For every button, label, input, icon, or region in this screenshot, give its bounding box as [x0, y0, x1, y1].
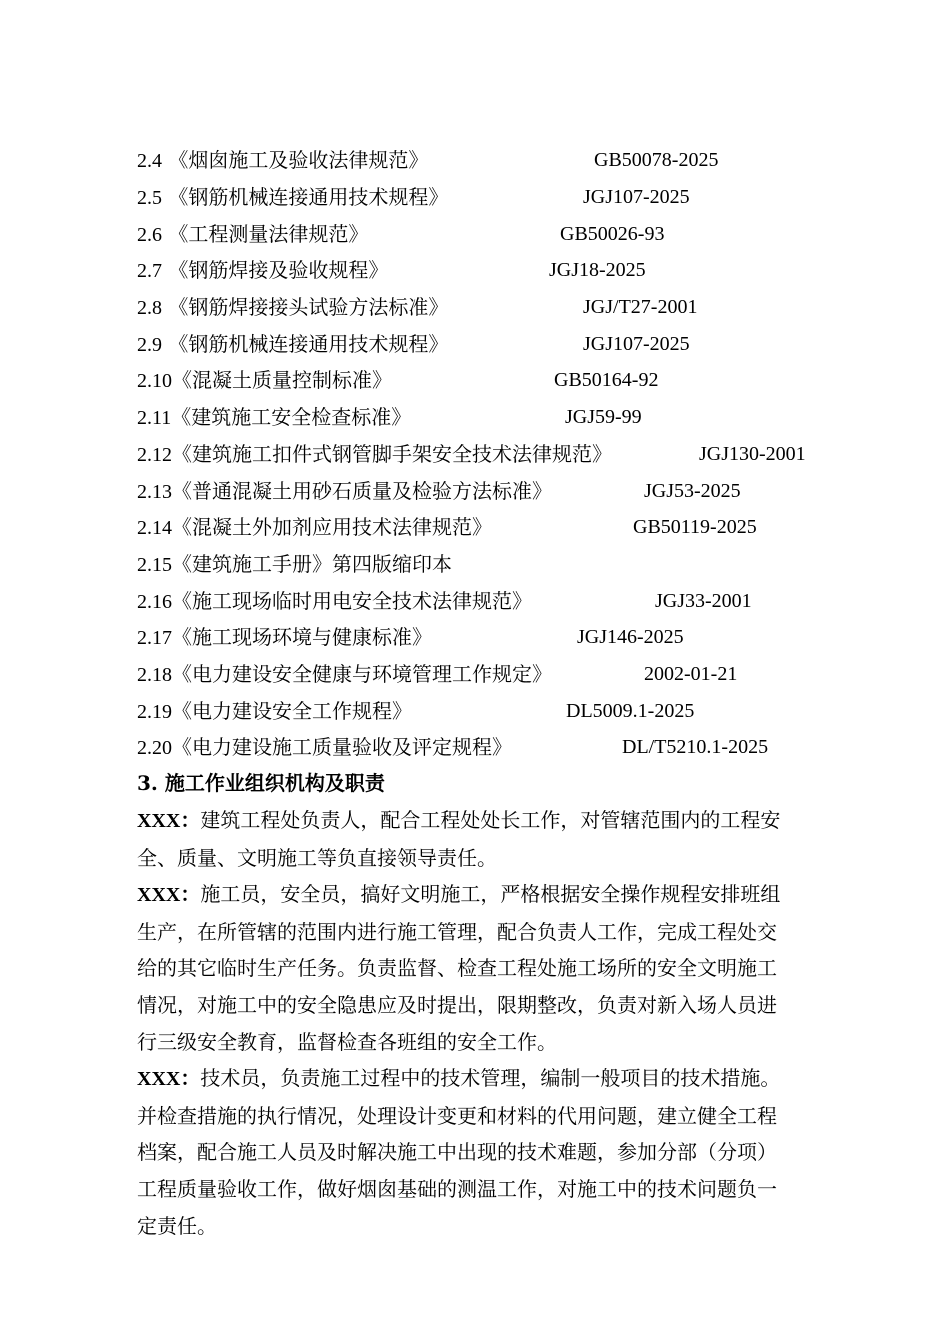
reference-title: 《电力建设施工质量验收及评定规程》: [172, 735, 512, 759]
paragraph-text: 建筑工程处负责人，配合工程处处长工作，对管辖范围内的工程安: [200, 808, 781, 832]
reference-code: JGJ107-2025: [583, 186, 690, 208]
reference-number: 2.4: [137, 150, 162, 172]
reference-code: GB50026-93: [560, 223, 665, 245]
reference-code: GB50164-92: [554, 369, 659, 391]
paragraph-text: 工程质量验收工作，做好烟囱基础的测温工作，对施工中的技术问题负一: [137, 1177, 777, 1202]
reference-title: 《施工现场临时用电安全技术法律规范》: [172, 589, 532, 613]
reference-title: 《建筑施工安全检查标准》: [171, 405, 412, 429]
reference-number: 2.10: [137, 370, 172, 392]
reference-code: DL5009.1-2025: [566, 700, 695, 722]
person-label: XXX：: [137, 884, 201, 906]
reference-number: 2.20: [137, 737, 172, 759]
reference-code: JGJ53-2025: [644, 480, 741, 502]
responsibility-paragraph: [137, 802, 861, 876]
reference-code: JGJ146-2025: [577, 626, 684, 648]
reference-title: 《电力建设安全工作规程》: [172, 699, 412, 723]
paragraph-text: 定责任。: [137, 1213, 217, 1238]
reference-code: GB50078-2025: [594, 149, 719, 171]
reference-code: 2002-01-21: [644, 663, 738, 685]
reference-code: JGJ130-2001: [699, 443, 806, 465]
paragraph-text: 档案，配合施工人员及时解决施工中出现的技术难题，参加分部（分项）: [137, 1140, 777, 1165]
reference-title: 《钢筋焊接及验收规程》: [168, 258, 389, 282]
paragraph-text: 行三级安全教育，监督检查各班组的安全工作。: [137, 1029, 557, 1054]
reference-number: 2.8: [137, 297, 162, 319]
reference-title: 《混凝土质量控制标准》: [172, 368, 392, 392]
reference-title: 《工程测量法律规范》: [168, 222, 369, 246]
reference-title: 《施工现场环境与健康标准》: [172, 625, 432, 649]
paragraph-text: 技术员，负责施工过程中的技术管理，编制一般项目的技术措施。: [200, 1066, 781, 1090]
person-label: XXX：: [137, 810, 201, 832]
reference-number: 2.11: [137, 407, 172, 429]
reference-number: 2.9: [137, 334, 162, 356]
paragraph-text: 并检查措施的执行情况，处理设计变更和材料的代用问题，建立健全工程: [137, 1103, 777, 1128]
reference-number: 2.18: [137, 664, 172, 686]
reference-code: GB50119-2025: [633, 516, 757, 538]
person-label: XXX：: [137, 1068, 201, 1090]
reference-number: 2.17: [137, 627, 172, 649]
reference-number: 2.19: [137, 701, 172, 723]
paragraph-text: 生产，在所管辖的范围内进行施工管理，配合负责人工作，完成工程处交: [137, 919, 777, 944]
paragraph-text: 全、质量、文明施工等负直接领导责任。: [137, 845, 497, 870]
reference-code: JGJ107-2025: [583, 333, 690, 355]
paragraph-text: 给的其它临时生产任务。负责监督、检查工程处施工场所的安全文明施工: [137, 956, 777, 981]
reference-title: 《烟囱施工及验收法律规范》: [168, 148, 429, 172]
section-heading: 3. 施工作业组织机构及职责: [137, 771, 385, 795]
reference-number: 2.13: [137, 481, 172, 503]
responsibility-paragraph: [137, 1060, 861, 1245]
reference-code: DL/T5210.1-2025: [622, 736, 769, 758]
reference-number: 2.15: [137, 554, 172, 576]
reference-number: 2.16: [137, 591, 172, 613]
reference-title: 《钢筋机械连接通用技术规程》: [168, 185, 449, 209]
reference-number: 2.14: [137, 517, 172, 539]
paragraph-text: 施工员，安全员，搞好文明施工，严格根据安全操作规程安排班组: [200, 882, 781, 906]
reference-title: 《建筑施工扣件式钢管脚手架安全技术法律规范》: [172, 442, 612, 466]
reference-title: 《电力建设安全健康与环境管理工作规定》: [172, 662, 552, 686]
reference-number: 2.7: [137, 260, 162, 282]
reference-title: 《普通混凝土用砂石质量及检验方法标准》: [172, 479, 552, 503]
responsibility-paragraph: [137, 876, 861, 1061]
paragraph-text: 情况，对施工中的安全隐患应及时提出，限期整改，负责对新入场人员进: [137, 993, 777, 1018]
reference-number: 2.6: [137, 224, 162, 246]
reference-number: 2.12: [137, 444, 172, 466]
reference-title: 《钢筋机械连接通用技术规程》: [168, 332, 449, 356]
reference-code: JGJ/T27-2001: [583, 296, 698, 318]
reference-code: JGJ33-2001: [655, 590, 752, 612]
reference-title: 《混凝土外加剂应用技术法律规范》: [172, 515, 492, 539]
reference-number: 2.5: [137, 187, 162, 209]
reference-title: 《钢筋焊接接头试验方法标准》: [168, 295, 449, 319]
reference-title: 《建筑施工手册》第四版缩印本: [172, 552, 452, 576]
reference-code: JGJ59-99: [565, 406, 642, 428]
reference-code: JGJ18-2025: [549, 259, 646, 281]
